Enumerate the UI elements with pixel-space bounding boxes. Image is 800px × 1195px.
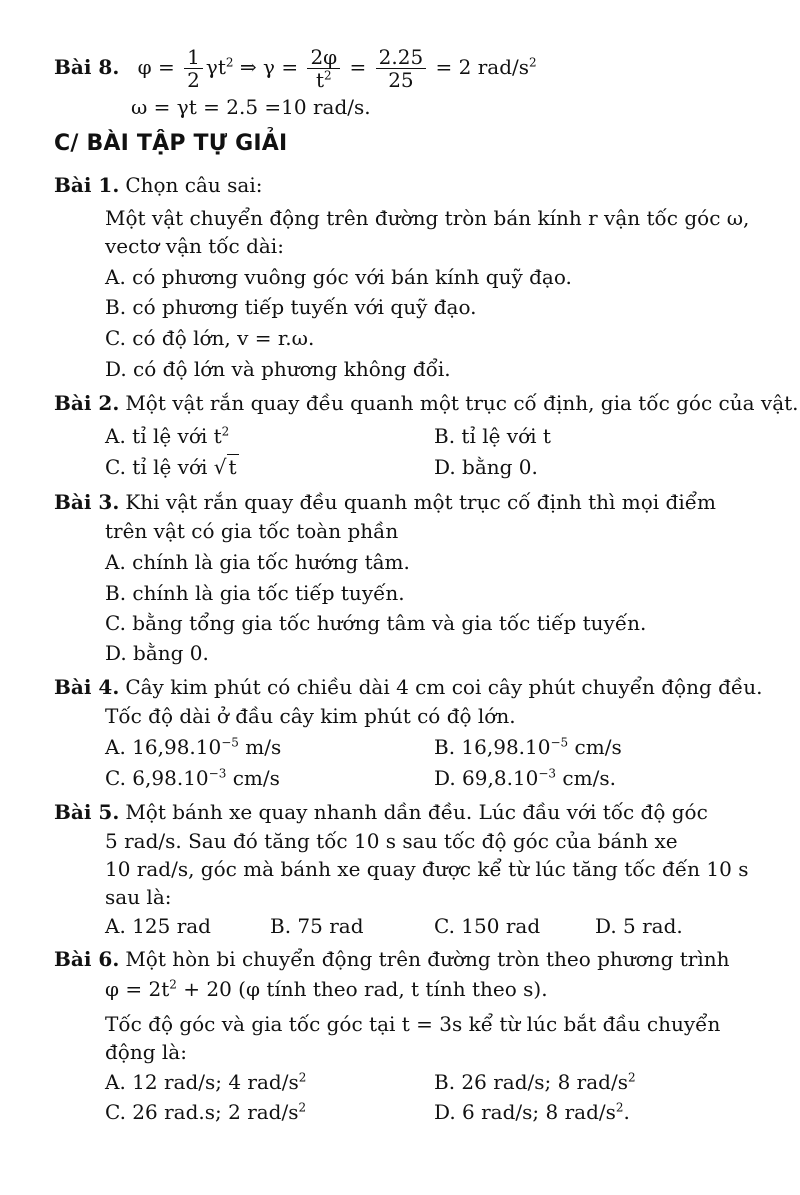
bai8-formula: Bài 8. φ = $\frac{1}{2}$ $\gamma t^2$ ⇒ γ = $\frac{2\varphi}{t^2}$ = $\frac{2.25}{25}$ = 2 rad/$s^2$ xyxy=(54,45,537,92)
fraction-2phi-over-t2: $\frac{2\varphi}{t^2}$ xyxy=(307,46,340,91)
bai3-question-2: trên vật có gia tốc toàn phần xyxy=(105,519,399,543)
bai4-option-a: A. $16,98.10^{-5}$ m/s xyxy=(105,735,282,759)
bai4-question-2: Tốc độ dài ở đầu cây kim phút có độ lớn. xyxy=(105,704,516,728)
bai6-question-3: Tốc độ góc và gia tốc góc tại t = 3s kể từ lúc bắt đầu chuyển xyxy=(105,1012,721,1036)
bai3-question: Bài 3. Khi vật rắn quay đều quanh một trục cố định thì mọi điểm xyxy=(54,490,717,514)
bai6-option-a: A. 12 rad/s; 4 rad/$s^2$ xyxy=(105,1070,307,1094)
bai2-option-b: B. tỉ lệ với t xyxy=(434,424,551,448)
bai5-option-c: C. 150 rad xyxy=(434,914,541,938)
bai1-option-b: B. có phương tiếp tuyến với quỹ đạo. xyxy=(105,295,477,319)
bai5-option-a: A. 125 rad xyxy=(105,914,211,938)
bai6-question: Bài 6. Một hòn bi chuyển động trên đường tròn theo phương trình xyxy=(54,947,730,971)
bai2-option-d: D. bằng 0. xyxy=(434,455,538,479)
section-heading: C/ BÀI TẬP TỰ GIẢI xyxy=(54,131,288,156)
bai3-option-b: B. chính là gia tốc tiếp tuyến. xyxy=(105,581,405,605)
bai2-option-a: A. tỉ lệ với $t^2$ xyxy=(105,424,230,448)
bai4-question: Bài 4. Cây kim phút có chiều dài 4 cm coi cây phút chuyển động đều. xyxy=(54,675,763,699)
bai8-implies: ⇒ γ = xyxy=(239,55,299,79)
bai2-question: Bài 2. Một vật rắn quay đều quanh một trục cố định, gia tốc góc của vật. xyxy=(54,391,799,415)
bai2-option-c: C. tỉ lệ với √ t xyxy=(105,455,237,479)
bai5-question-3: 10 rad/s, góc mà bánh xe quay được kể từ lúc tăng tốc đến 10 s xyxy=(105,857,749,881)
bai4-option-c: C. $6,98.10^{-3}$ cm/s xyxy=(105,766,280,790)
bai5-question-2: 5 rad/s. Sau đó tăng tốc 10 s sau tốc độ góc của bánh xe xyxy=(105,829,678,853)
bai5-question: Bài 5. Một bánh xe quay nhanh dần đều. Lúc đầu với tốc độ góc xyxy=(54,800,708,824)
bai5-question-4: sau là: xyxy=(105,885,172,909)
bai1-option-a: A. có phương vuông góc với bán kính quỹ đạo. xyxy=(105,265,572,289)
bai8-result: = 2 rad/s xyxy=(435,55,530,79)
bai8-label: Bài 8. xyxy=(54,55,120,79)
bai5-option-d: D. 5 rad. xyxy=(595,914,683,938)
bai6-option-b: B. 26 rad/s; 8 rad/$s^2$ xyxy=(434,1070,636,1094)
fraction-one-half: $\frac{1}{2}$ xyxy=(184,46,203,91)
bai1-question: Bài 1. Chọn câu sai: xyxy=(54,173,263,197)
bai6-option-c: C. 26 rad.s; 2 rad/$s^2$ xyxy=(105,1100,307,1124)
bai3-option-c: C. bằng tổng gia tốc hướng tâm và gia tốc tiếp tuyến. xyxy=(105,611,647,635)
bai1-option-c: C. có độ lớn, v = r.ω. xyxy=(105,326,315,350)
bai6-option-d: D. 6 rad/s; 8 rad/$s^2$. xyxy=(434,1100,630,1124)
bai1-option-d: D. có độ lớn và phương không đổi. xyxy=(105,357,451,381)
bai1-stem-1: Một vật chuyển động trên đường tròn bán kính r vận tốc góc ω, xyxy=(105,206,750,230)
bai8-line2: ω = γt = 2.5 =10 rad/s. xyxy=(131,95,371,119)
bai8-phi-lhs: φ = xyxy=(137,55,175,79)
bai4-option-d: D. $69,8.10^{-3}$ cm/s. xyxy=(434,766,616,790)
fraction-225-over-25: $\frac{2.25}{25}$ xyxy=(376,46,427,91)
square-root-symbol: √ t xyxy=(213,455,237,479)
bai3-option-a: A. chính là gia tốc hướng tâm. xyxy=(105,550,410,574)
bai6-question-4: động là: xyxy=(105,1040,187,1064)
bai6-question-2: $\varphi = 2t^2 + 20$ (φ tính theo rad, t tính theo s). xyxy=(105,977,548,1001)
bai1-stem-2: vectơ vận tốc dài: xyxy=(105,234,284,258)
bai4-option-b: B. $16,98.10^{-5}$ cm/s xyxy=(434,735,622,759)
bai5-option-b: B. 75 rad xyxy=(270,914,364,938)
bai3-option-d: D. bằng 0. xyxy=(105,641,209,665)
